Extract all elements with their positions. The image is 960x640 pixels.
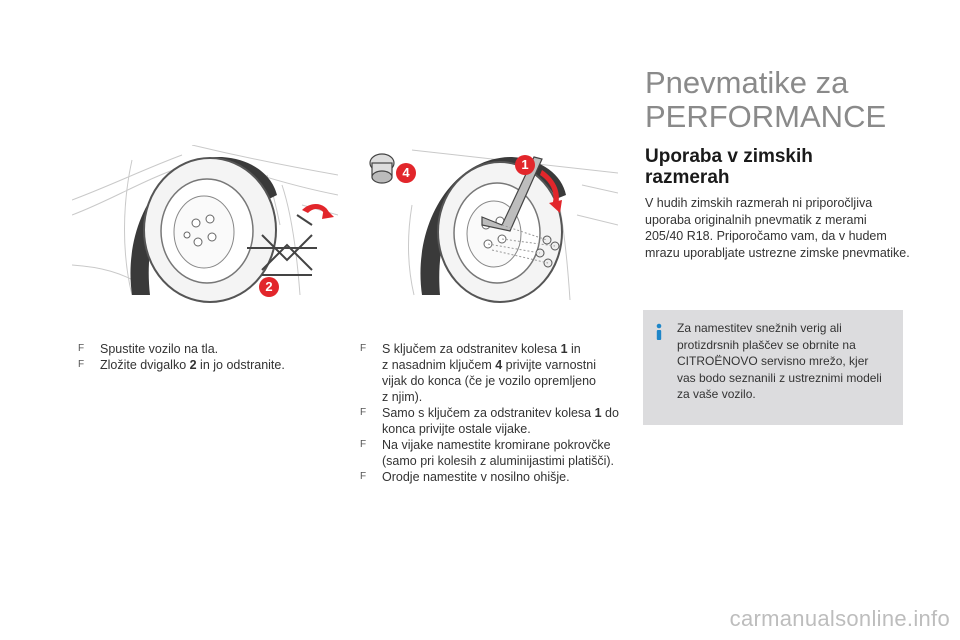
wheel-jack-illustration [72, 145, 338, 305]
section-heading: Uporaba v zimskih razmerah [645, 146, 813, 188]
list-item: F Samo s ključem za odstranitev kolesa 1 do konca privijte ostale vijake. [360, 406, 619, 436]
bullet-marker: F [360, 439, 367, 450]
winter-paragraph: V hudih zimskih razmerah ni priporočljiva uporaba originalnih pnevmatik z merami 205/40 R18. Priporočamo vam, da v hudem mrazu uporabljate ustrezne zimske pnevmatike. [645, 196, 910, 260]
callout-1-badge: 1 [515, 155, 535, 175]
info-icon [650, 322, 668, 342]
list-item: F Spustite vozilo na tla. [78, 342, 219, 356]
right-steps-list [360, 341, 630, 485]
page-title: Pnevmatike za PERFORMANCE [645, 65, 887, 134]
list-item: F Zložite dvigalko 2 in jo odstranite. [78, 358, 285, 372]
list-item: F Na vijake namestite kromirane pokrovčke (samo pri kolesih z aluminijastimi platišči). [360, 438, 615, 468]
wheel-wrench-illustration [352, 145, 618, 305]
bullet-marker: F [360, 471, 367, 482]
bullet-marker: F [78, 343, 85, 354]
list-item: F S ključem za odstranitev kolesa 1 in z nasadnim ključem 4 privijte varnostni vijak do konca (če je vozilo opremljeno z njim). [360, 342, 596, 404]
callout-2-badge: 2 [259, 277, 279, 297]
bullet-marker: F [78, 359, 85, 370]
callout-4-badge: 4 [396, 163, 416, 183]
left-steps-list [78, 341, 338, 373]
info-text: Za namestitev snežnih verig ali protizdrsnih plaščev se obrnite na CITROËNOVO servisno mrežo, kjer vas bodo seznanili z ustreznimi modeli za vaše vozilo. [677, 321, 882, 401]
list-item: F Orodje namestite v nosilno ohišje. [360, 470, 570, 484]
watermark: carmanualsonline.info [729, 606, 950, 631]
bullet-marker: F [360, 407, 367, 418]
bullet-marker: F [360, 343, 367, 354]
